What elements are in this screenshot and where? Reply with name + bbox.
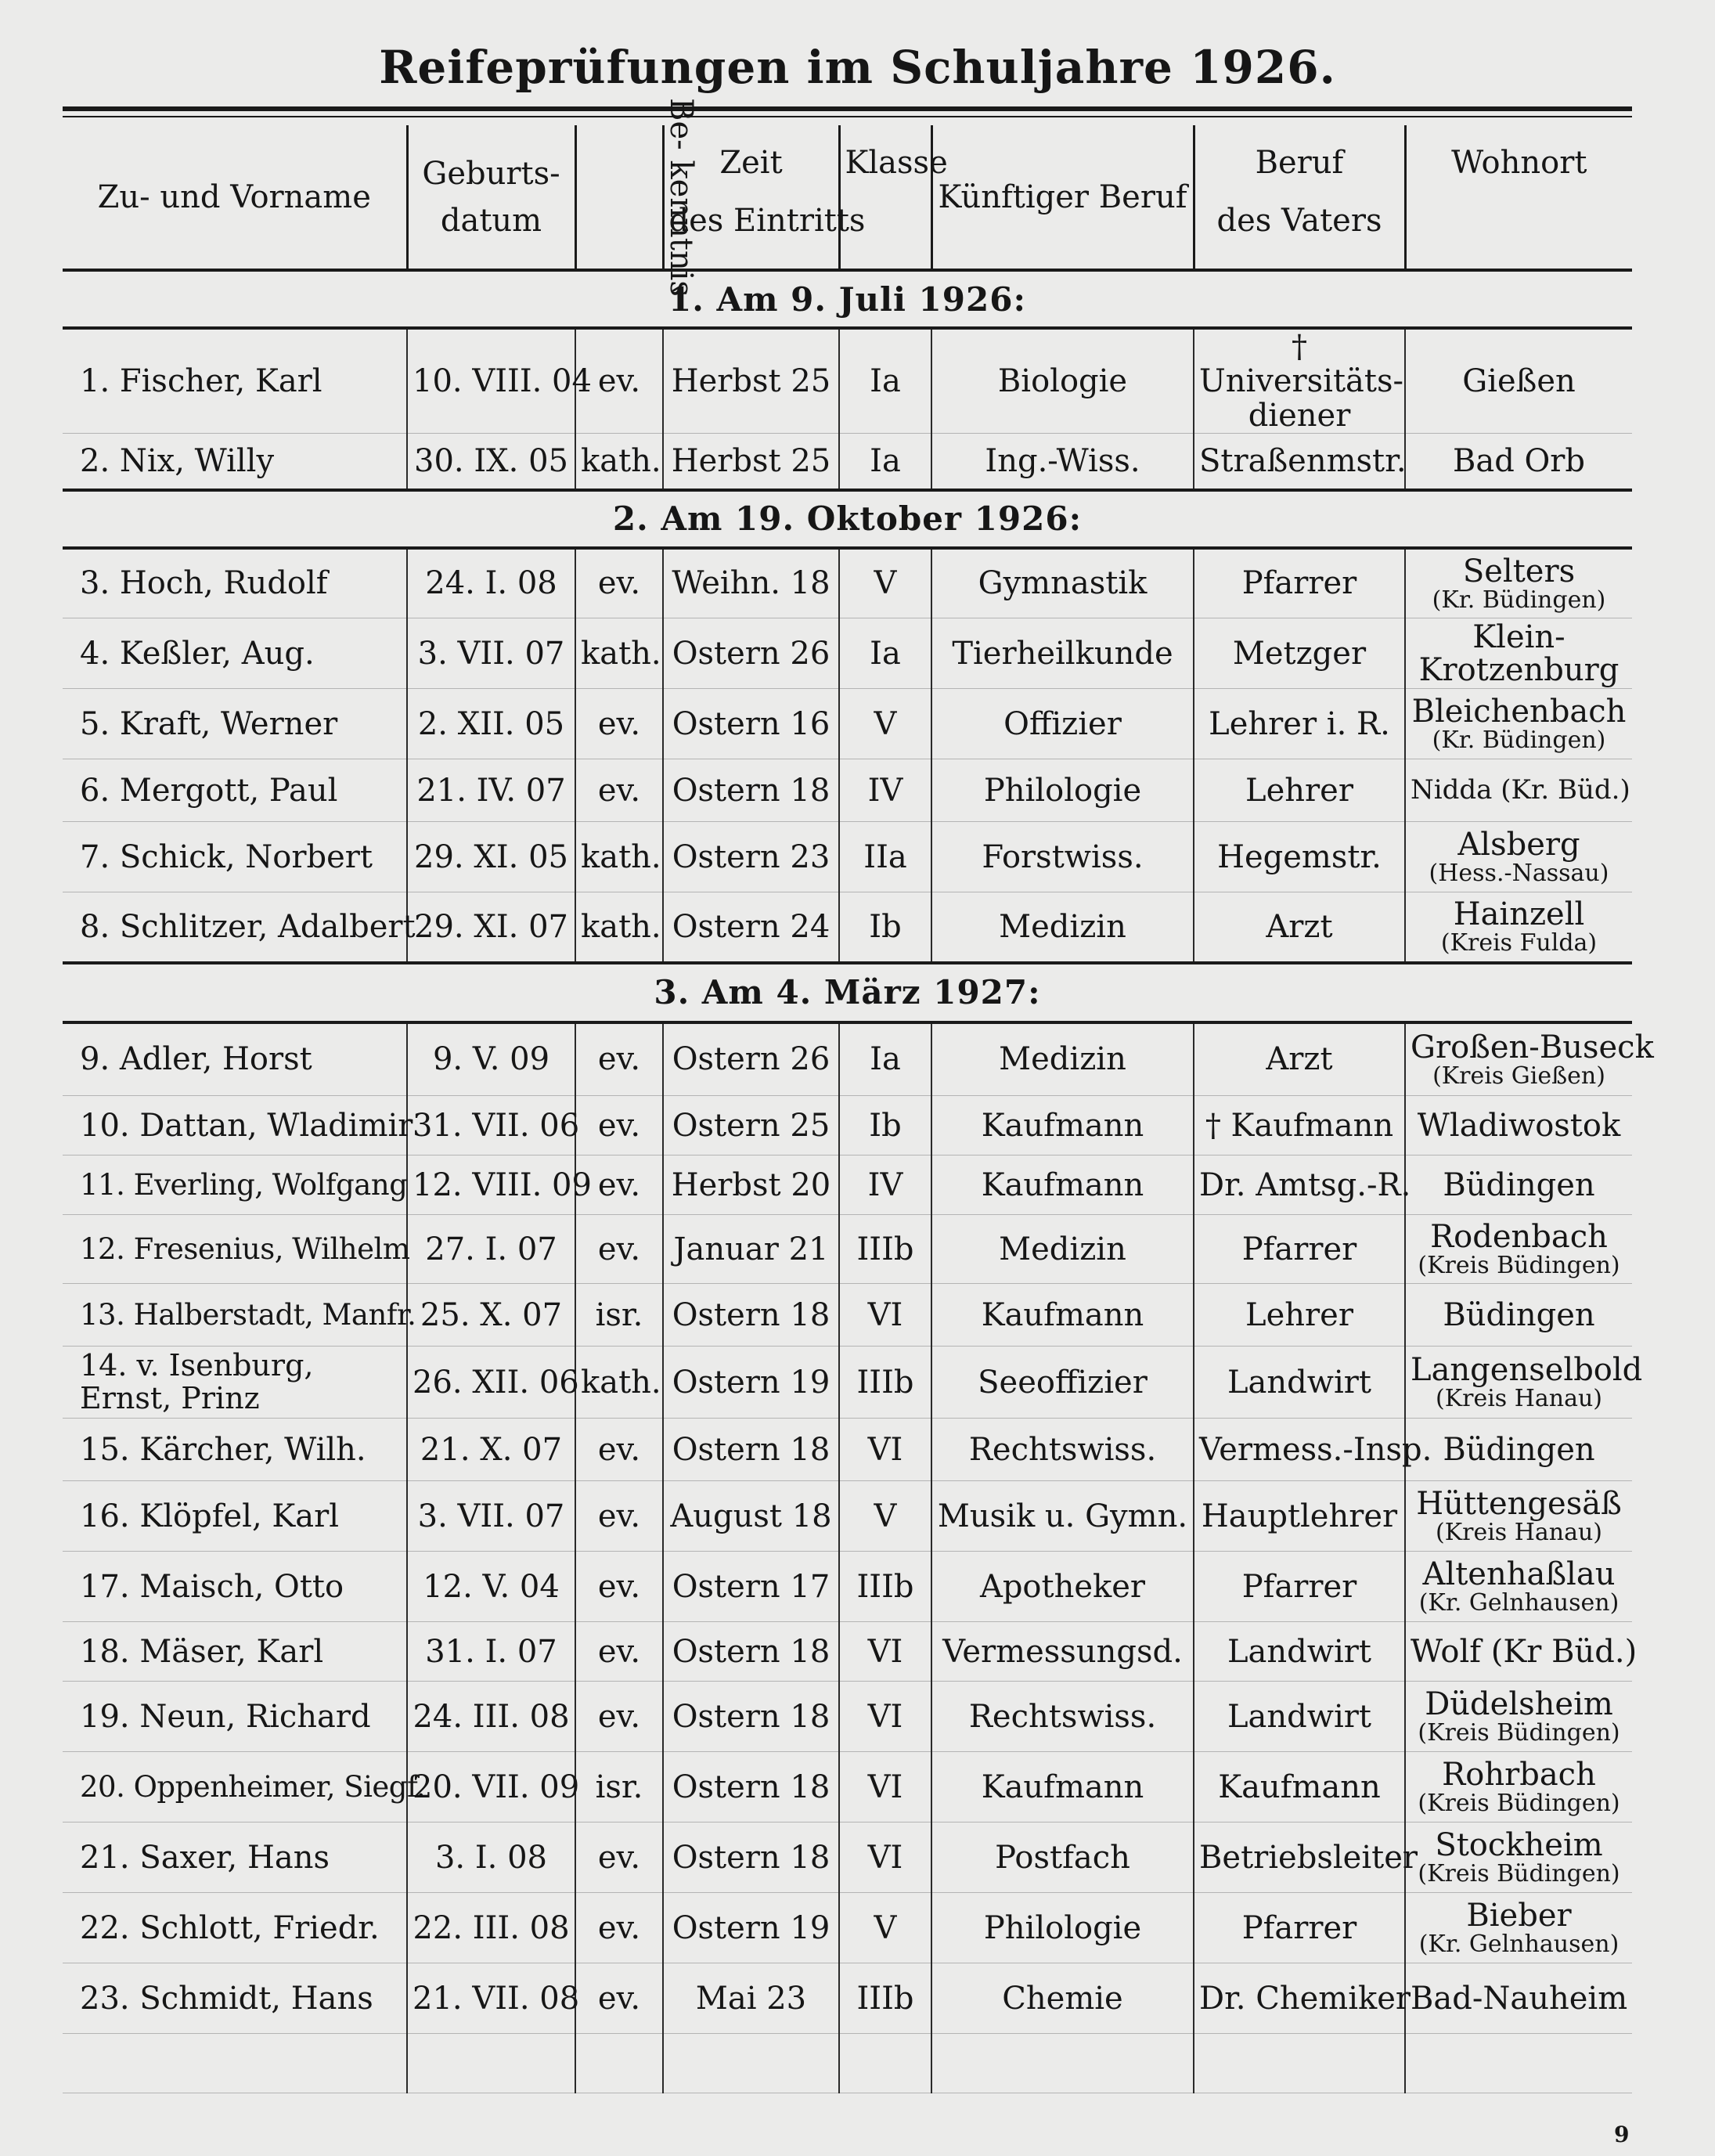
father-residence <box>1405 434 1632 490</box>
birth-date: 24. I. 08 <box>407 548 575 618</box>
residence-main: Bad Orb <box>1452 442 1586 479</box>
father-residence <box>1405 1963 1632 2034</box>
residence-district: (Kr. Gelnhausen) <box>1418 1930 1620 1958</box>
father-residence <box>1405 1481 1632 1552</box>
residence-main: Bad-Nauheim <box>1411 1980 1628 2017</box>
father-residence <box>1405 822 1632 892</box>
table-row <box>63 1022 1632 1096</box>
father-residence <box>1405 689 1632 759</box>
entry-time: Herbst 25 <box>663 434 839 490</box>
entry-time: Mai 23 <box>663 1963 839 2034</box>
entry-time: Ostern 19 <box>663 1893 839 1963</box>
faith: ev. <box>575 759 663 822</box>
header-faith <box>575 97 699 297</box>
future-occupation: Chemie <box>931 1963 1194 2034</box>
future-occupation: Rechtswiss. <box>931 1419 1194 1481</box>
faith: isr. <box>575 1284 663 1347</box>
residence-main: Hainzell <box>1453 896 1585 932</box>
faith: ev. <box>575 1552 663 1622</box>
faith: kath. <box>575 1347 663 1419</box>
student-name: 13. Halberstadt, Manfr. <box>63 1284 407 1347</box>
class: Ib <box>839 892 931 963</box>
birth-date: 20. VII. 09 <box>407 1752 575 1823</box>
student-name: 23. Schmidt, Hans <box>63 1963 407 2034</box>
future-occupation: Philologie <box>931 759 1194 822</box>
father-occupation: Dr. Amtsg.-R. <box>1194 1156 1405 1215</box>
table-row <box>63 1347 1632 1419</box>
student-name: 14. v. Isenburg, Ernst, Prinz <box>63 1347 407 1419</box>
header-residence-label: Wohnort <box>1451 145 1587 181</box>
father-residence <box>1405 1156 1632 1215</box>
section-heading: 2. Am 19. Oktober 1926: <box>63 490 1632 548</box>
father-residence <box>1405 618 1632 689</box>
faith: kath. <box>575 822 663 892</box>
class: V <box>839 1893 931 1963</box>
birth-date <box>407 2034 575 2093</box>
class: VI <box>839 1284 931 1347</box>
father-occupation: † Kaufmann <box>1194 1096 1405 1156</box>
entry-time: August 18 <box>663 1481 839 1552</box>
residence-main: Nidda (Kr. Büd.) <box>1411 773 1630 806</box>
header-future-occupation-label: Künftiger Beruf <box>938 178 1187 215</box>
entry-time: Ostern 26 <box>663 618 839 689</box>
father-residence <box>1405 1284 1632 1347</box>
father-residence <box>1405 759 1632 822</box>
faith: ev. <box>575 1622 663 1682</box>
entry-time: Ostern 25 <box>663 1096 839 1156</box>
entry-time: Ostern 18 <box>663 759 839 822</box>
title-rule-thin <box>63 116 1632 117</box>
entry-time: Ostern 18 <box>663 1284 839 1347</box>
table-row <box>63 759 1632 822</box>
birth-date: 10. VIII. 04 <box>407 328 575 434</box>
student-name: 6. Mergott, Paul <box>63 759 407 822</box>
birth-date: 29. XI. 07 <box>407 892 575 963</box>
faith: ev. <box>575 1096 663 1156</box>
page-title: Reifeprüfungen im Schuljahre 1926. <box>379 41 1336 94</box>
header-father-occupation-label: Beruf <box>1255 145 1344 181</box>
student-name: 5. Kraft, Werner <box>63 689 407 759</box>
table-row <box>63 328 1632 434</box>
class: V <box>839 1481 931 1552</box>
future-occupation: Kaufmann <box>931 1156 1194 1215</box>
class: IV <box>839 759 931 822</box>
father-occupation: Dr. Chemiker <box>1194 1963 1405 2034</box>
table-row <box>63 1215 1632 1284</box>
class: VI <box>839 1823 931 1893</box>
table-row <box>63 1481 1632 1552</box>
residence-main: Alsberg <box>1457 826 1580 863</box>
father-residence <box>1405 1347 1643 1419</box>
header-row <box>63 125 1632 270</box>
father-occupation: Lehrer <box>1194 759 1405 822</box>
student-name: 18. Mäser, Karl <box>63 1622 407 1682</box>
class: IIIb <box>839 1963 931 2034</box>
class: IIa <box>839 822 931 892</box>
father-occupation: Landwirt <box>1194 1347 1405 1419</box>
residence-main: Langenselbold <box>1411 1351 1643 1388</box>
section-heading: 1. Am 9. Juli 1926: <box>63 270 1632 328</box>
entry-time: Herbst 20 <box>663 1156 839 1215</box>
father-occupation: Pfarrer <box>1194 548 1405 618</box>
father-residence <box>1405 892 1632 963</box>
table-row <box>63 2034 1632 2093</box>
entry-time: Ostern 18 <box>663 1752 839 1823</box>
birth-date: 24. III. 08 <box>407 1682 575 1752</box>
birth-date: 30. IX. 05 <box>407 434 575 490</box>
residence-main: Hüttengesäß <box>1416 1485 1622 1522</box>
residence-main: Düdelsheim <box>1425 1686 1613 1722</box>
entry-time: Ostern 17 <box>663 1552 839 1622</box>
father-occupation: Hauptlehrer <box>1194 1481 1405 1552</box>
birth-date: 31. VII. 06 <box>407 1096 575 1156</box>
father-occupation <box>1194 2034 1405 2093</box>
residence-main: Büdingen <box>1443 1431 1595 1468</box>
faith: isr. <box>575 1752 663 1823</box>
residence-main: Wladiwostok <box>1417 1107 1621 1144</box>
table-row <box>63 1096 1632 1156</box>
table-row <box>63 892 1632 963</box>
residence-district: (Kreis Gießen) <box>1432 1062 1605 1090</box>
future-occupation: Gymnastik <box>931 548 1194 618</box>
future-occupation: Biologie <box>931 328 1194 434</box>
future-occupation: Offizier <box>931 689 1194 759</box>
title-rule-thick <box>63 106 1632 111</box>
birth-date: 3. I. 08 <box>407 1823 575 1893</box>
father-residence <box>1405 1752 1632 1823</box>
class: Ia <box>839 618 931 689</box>
residence-main: Büdingen <box>1443 1166 1595 1203</box>
header-class <box>839 125 948 270</box>
faith: ev. <box>575 1963 663 2034</box>
residence-district: (Kreis Büdingen) <box>1418 1789 1620 1817</box>
father-occupation: Betriebsleiter <box>1194 1823 1405 1893</box>
faith: ev. <box>575 548 663 618</box>
class: VI <box>839 1419 931 1481</box>
residence-main: Bleichenbach <box>1411 693 1627 730</box>
table-row <box>63 1963 1632 2034</box>
father-residence <box>1405 1622 1638 1682</box>
class: V <box>839 548 931 618</box>
residence-district: (Kreis Büdingen) <box>1418 1718 1620 1747</box>
residence-main: Klein- Krotzenburg <box>1418 618 1620 688</box>
father-residence <box>1405 2034 1632 2093</box>
table-row <box>63 1682 1632 1752</box>
student-name: 17. Maisch, Otto <box>63 1552 407 1622</box>
exam-roster-table <box>63 97 1654 2093</box>
table-row <box>63 1552 1632 1622</box>
future-occupation: Ing.-Wiss. <box>931 434 1194 490</box>
page-number: 9 <box>1614 2122 1630 2147</box>
entry-time: Ostern 18 <box>663 1682 839 1752</box>
faith: ev. <box>575 1156 663 1215</box>
birth-date: 29. XI. 05 <box>407 822 575 892</box>
birth-date: 27. I. 07 <box>407 1215 575 1284</box>
table-row <box>63 548 1632 618</box>
residence-district: (Kreis Fulda) <box>1440 929 1598 957</box>
entry-time: Ostern 18 <box>663 1823 839 1893</box>
birth-date: 2. XII. 05 <box>407 689 575 759</box>
birth-date: 12. VIII. 09 <box>407 1156 575 1215</box>
residence-main: Großen-Buseck <box>1411 1029 1654 1065</box>
student-name: 4. Keßler, Aug. <box>63 618 407 689</box>
class: IIIb <box>839 1552 931 1622</box>
header-faith-label: Be- kenntnis <box>662 97 699 297</box>
header-birthdate <box>407 125 575 270</box>
header-residence <box>1405 125 1632 270</box>
class: VI <box>839 1752 931 1823</box>
entry-time: Ostern 18 <box>663 1419 839 1481</box>
entry-time: Ostern 19 <box>663 1347 839 1419</box>
future-occupation <box>931 2034 1194 2093</box>
faith: ev. <box>575 1481 663 1552</box>
father-occupation: Lehrer <box>1194 1284 1405 1347</box>
student-name: 21. Saxer, Hans <box>63 1823 407 1893</box>
class: V <box>839 689 931 759</box>
father-occupation: Arzt <box>1194 892 1405 963</box>
birth-date: 9. V. 09 <box>407 1022 575 1096</box>
faith: kath. <box>575 618 663 689</box>
student-name: 16. Klöpfel, Karl <box>63 1481 407 1552</box>
future-occupation: Seeoffizier <box>931 1347 1194 1419</box>
class: IV <box>839 1156 931 1215</box>
class: Ia <box>839 434 931 490</box>
residence-main: Selters <box>1462 553 1576 589</box>
table-row <box>63 1622 1632 1682</box>
student-name: 8. Schlitzer, Adalbert <box>63 892 407 963</box>
residence-main: Stockheim <box>1435 1826 1603 1863</box>
father-occupation: Pfarrer <box>1194 1893 1405 1963</box>
table-row <box>63 1893 1632 1963</box>
residence-district: (Kreis Büdingen) <box>1418 1251 1620 1279</box>
student-name: 19. Neun, Richard <box>63 1682 407 1752</box>
class: Ia <box>839 328 931 434</box>
future-occupation: Apotheker <box>931 1552 1194 1622</box>
header-entry-time-label: Zeit <box>719 145 783 181</box>
residence-district: (Kr. Büdingen) <box>1432 726 1606 754</box>
birth-date: 26. XII. 06 <box>407 1347 575 1419</box>
future-occupation: Medizin <box>931 1022 1194 1096</box>
class <box>839 2034 931 2093</box>
father-occupation: Straßenmstr. <box>1194 434 1405 490</box>
student-name: 10. Dattan, Wladimir <box>63 1096 407 1156</box>
header-name: Zu- und Vorname <box>63 125 407 270</box>
father-occupation: Metzger <box>1194 618 1405 689</box>
future-occupation: Forstwiss. <box>931 822 1194 892</box>
table-row <box>63 1156 1632 1215</box>
residence-district: (Kr. Gelnhausen) <box>1418 1588 1620 1617</box>
father-occupation: Kaufmann <box>1194 1752 1405 1823</box>
entry-time: Herbst 25 <box>663 328 839 434</box>
table-row <box>63 689 1632 759</box>
father-occupation: Arzt <box>1194 1022 1405 1096</box>
student-name: 12. Fresenius, Wilhelm <box>63 1215 407 1284</box>
faith: ev. <box>575 689 663 759</box>
future-occupation: Philologie <box>931 1893 1194 1963</box>
header-father-sub: des Vaters <box>1216 203 1382 239</box>
table-row <box>63 1752 1632 1823</box>
father-residence <box>1405 1823 1632 1893</box>
residence-main: Büdingen <box>1443 1296 1595 1333</box>
entry-time: Ostern 24 <box>663 892 839 963</box>
future-occupation: Medizin <box>931 892 1194 963</box>
residence-district: (Kr. Büdingen) <box>1432 586 1606 614</box>
header-class-label: Klasse <box>845 145 948 181</box>
birth-date: 3. VII. 07 <box>407 1481 575 1552</box>
father-residence <box>1405 1096 1632 1156</box>
student-name: 20. Oppenheimer, Siegf. <box>63 1752 407 1823</box>
class: VI <box>839 1682 931 1752</box>
table-row <box>63 1284 1632 1347</box>
birth-date: 21. VII. 08 <box>407 1963 575 2034</box>
entry-time: Ostern 16 <box>663 689 839 759</box>
student-name: 1. Fischer, Karl <box>63 328 407 434</box>
residence-main: Rodenbach <box>1430 1218 1608 1255</box>
future-occupation: Kaufmann <box>931 1284 1194 1347</box>
residence-district: (Kreis Hanau) <box>1435 1384 1603 1412</box>
header-father-occupation <box>1194 125 1405 270</box>
section-heading-2 <box>63 490 1632 548</box>
birth-date: 3. VII. 07 <box>407 618 575 689</box>
father-occupation: Vermess.-Insp. <box>1194 1419 1405 1481</box>
entry-time: Ostern 18 <box>663 1622 839 1682</box>
class: Ia <box>839 1022 931 1096</box>
student-name: 9. Adler, Horst <box>63 1022 407 1096</box>
faith: ev. <box>575 1419 663 1481</box>
entry-time: Weihn. 18 <box>663 548 839 618</box>
residence-district: (Kreis Hanau) <box>1435 1518 1603 1546</box>
faith: ev. <box>575 1215 663 1284</box>
student-name: 11. Everling, Wolfgang <box>63 1156 407 1215</box>
father-occupation: † Universitäts- diener <box>1194 328 1405 434</box>
future-occupation: Medizin <box>931 1215 1194 1284</box>
class: IIIb <box>839 1215 931 1284</box>
future-occupation: Kaufmann <box>931 1752 1194 1823</box>
father-occupation: Landwirt <box>1194 1622 1405 1682</box>
father-occupation: Lehrer i. R. <box>1194 689 1405 759</box>
student-name: 22. Schlott, Friedr. <box>63 1893 407 1963</box>
father-residence <box>1405 1682 1632 1752</box>
residence-main: Gießen <box>1462 363 1576 399</box>
table-row <box>63 1823 1632 1893</box>
father-residence <box>1405 1022 1654 1096</box>
residence-main: Altenhaßlau <box>1422 1556 1616 1592</box>
residence-district: (Hess.-Nassau) <box>1429 859 1609 887</box>
father-occupation: Landwirt <box>1194 1682 1405 1752</box>
father-residence <box>1405 1215 1632 1284</box>
entry-time: Ostern 23 <box>663 822 839 892</box>
entry-time <box>663 2034 839 2093</box>
class: Ib <box>839 1096 931 1156</box>
birth-date: 21. IV. 07 <box>407 759 575 822</box>
header-future-occupation <box>931 125 1194 270</box>
residence-main: Rohrbach <box>1442 1756 1596 1793</box>
father-occupation: Pfarrer <box>1194 1552 1405 1622</box>
table-row <box>63 822 1632 892</box>
section-heading-3 <box>63 963 1632 1022</box>
section-heading: 3. Am 4. März 1927: <box>63 963 1632 1022</box>
faith: ev. <box>575 1893 663 1963</box>
entry-time: Ostern 26 <box>663 1022 839 1096</box>
faith: kath. <box>575 434 663 490</box>
father-occupation: Hegemstr. <box>1194 822 1405 892</box>
table-row <box>63 618 1632 689</box>
header-entry-time-sub: des Eintritts <box>668 203 866 239</box>
birth-date: 21. X. 07 <box>407 1419 575 1481</box>
faith: ev. <box>575 328 663 434</box>
faith: ev. <box>575 1022 663 1096</box>
table-row <box>63 1419 1632 1481</box>
student-name <box>63 2034 407 2093</box>
student-name: 7. Schick, Norbert <box>63 822 407 892</box>
future-occupation: Tierheilkunde <box>931 618 1194 689</box>
residence-main: Wolf (Kr Büd.) <box>1411 1633 1638 1670</box>
faith <box>575 2034 663 2093</box>
table-row <box>63 434 1632 490</box>
future-occupation: Kaufmann <box>931 1096 1194 1156</box>
future-occupation: Postfach <box>931 1823 1194 1893</box>
birth-date: 22. III. 08 <box>407 1893 575 1963</box>
faith: ev. <box>575 1682 663 1752</box>
faith: ev. <box>575 1823 663 1893</box>
future-occupation: Rechtswiss. <box>931 1682 1194 1752</box>
birth-date: 25. X. 07 <box>407 1284 575 1347</box>
birth-date: 12. V. 04 <box>407 1552 575 1622</box>
father-residence <box>1405 1419 1632 1481</box>
father-residence <box>1405 328 1632 434</box>
father-residence <box>1405 1893 1632 1963</box>
student-name: 15. Kärcher, Wilh. <box>63 1419 407 1481</box>
father-residence <box>1405 548 1632 618</box>
class: VI <box>839 1622 931 1682</box>
faith: kath. <box>575 892 663 963</box>
residence-main: Bieber <box>1466 1897 1572 1934</box>
future-occupation: Musik u. Gymn. <box>931 1481 1194 1552</box>
entry-time: Januar 21 <box>663 1215 839 1284</box>
student-name: 3. Hoch, Rudolf <box>63 548 407 618</box>
residence-district: (Kreis Büdingen) <box>1418 1859 1620 1887</box>
father-occupation: Pfarrer <box>1194 1215 1405 1284</box>
section-heading-1 <box>63 270 1632 328</box>
future-occupation: Vermessungsd. <box>931 1622 1194 1682</box>
class: IIIb <box>839 1347 931 1419</box>
header-birthdate-label: Geburts- datum <box>422 155 560 239</box>
father-residence <box>1405 1552 1632 1622</box>
student-name: 2. Nix, Willy <box>63 434 407 490</box>
birth-date: 31. I. 07 <box>407 1622 575 1682</box>
